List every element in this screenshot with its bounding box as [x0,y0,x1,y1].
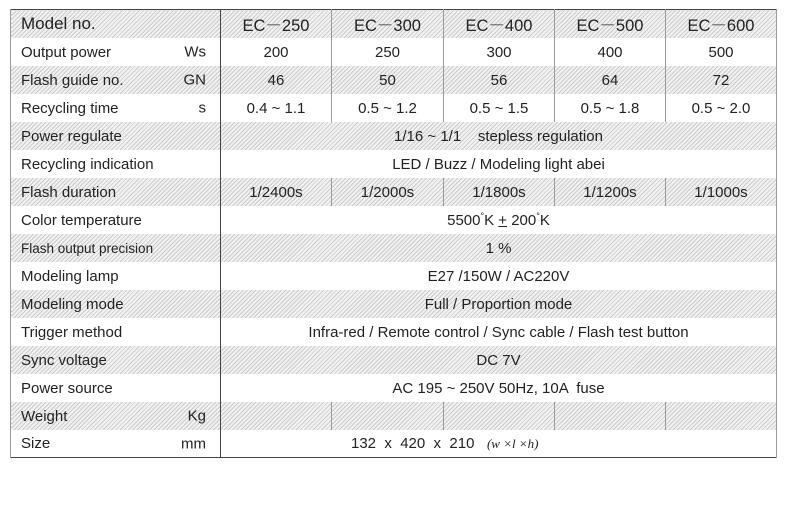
row-sync-voltage [11,346,777,374]
weight-value [332,402,444,430]
weight-value [221,402,332,430]
output-power-value: 300 [444,38,555,66]
row-guide-no [11,66,777,94]
guide-no-value: 46 [221,66,332,94]
color-temperature-label: Color temperature [11,206,221,234]
row-color-temperature [11,206,777,234]
recycling-time-value: 0.5 ~ 2.0 [666,94,777,122]
recycling-indication-value: LED / Buzz / Modeling light abei [221,150,777,178]
output-power-value: 400 [555,38,666,66]
guide-no-label: Flash guide no. GN [11,66,221,94]
modeling-lamp-value: E27 /150W / AC220V [221,262,777,290]
modeling-lamp-label: Modeling lamp [11,262,221,290]
power-source-label: Power source [11,374,221,402]
output-power-value: 200 [221,38,332,66]
flash-duration-value: 1/1000s [666,178,777,206]
sync-voltage-value: DC 7V [221,346,777,374]
model-ec-300: EC－300 [332,10,444,39]
row-power-source [11,374,777,402]
modeling-mode-label: Modeling mode [11,290,221,318]
output-power-value: 250 [332,38,444,66]
flash-output-precision-label: Flash output precision [11,234,221,262]
flash-duration-label: Flash duration [11,178,221,206]
sync-voltage-label: Sync voltage [11,346,221,374]
power-regulate-label: Power regulate [11,122,221,150]
flash-duration-value: 1/1200s [555,178,666,206]
guide-no-unit: GN [183,71,206,89]
trigger-method-label: Trigger method [11,318,221,346]
row-recycling-time [11,94,777,122]
model-no-label: Model no. [11,10,221,39]
guide-no-value: 72 [666,66,777,94]
modeling-mode-value: Full / Proportion mode [221,290,777,318]
recycling-time-value: 0.5 ~ 1.8 [555,94,666,122]
row-modeling-mode [11,290,777,318]
spec-table [10,9,777,458]
recycling-time-label: Recycling time s [11,94,221,122]
recycling-indication-label: Recycling indication [11,150,221,178]
weight-value [666,402,777,430]
output-power-label: Output power Ws [11,38,221,66]
recycling-time-value: 0.5 ~ 1.2 [332,94,444,122]
guide-no-value: 50 [332,66,444,94]
output-power-unit: Ws [184,43,206,61]
flash-duration-value: 1/2400s [221,178,332,206]
row-model-no [11,10,777,39]
row-trigger-method [11,318,777,346]
weight-value [555,402,666,430]
model-ec-600: EC－600 [666,10,777,39]
row-modeling-lamp [11,262,777,290]
flash-output-precision-value: 1 % [221,234,777,262]
size-value: 132 x 420 x 210 (w ×l ×h) [221,430,777,458]
model-ec-500: EC－500 [555,10,666,39]
recycling-time-value: 0.4 ~ 1.1 [221,94,332,122]
recycling-time-unit: s [198,99,206,117]
model-ec-400: EC－400 [444,10,555,39]
row-power-regulate [11,122,777,150]
power-regulate-value: 1/16 ~ 1/1 stepless regulation [221,122,777,150]
weight-label: Weight Kg [11,402,221,430]
power-source-value: AC 195 ~ 250V 50Hz, 10A fuse [221,374,777,402]
trigger-method-value: Infra-red / Remote control / Sync cable / Flash test button [221,318,777,346]
size-label: Size mm [11,430,221,458]
model-ec-250: EC－250 [221,10,332,39]
row-flash-output-precision [11,234,777,262]
output-power-value: 500 [666,38,777,66]
weight-unit: Kg [187,407,206,425]
row-flash-duration [11,178,777,206]
row-output-power [11,38,777,66]
size-unit: mm [181,435,206,452]
recycling-time-value: 0.5 ~ 1.5 [444,94,555,122]
weight-value [444,402,555,430]
flash-duration-value: 1/2000s [332,178,444,206]
row-weight [11,402,777,430]
row-recycling-indication [11,150,777,178]
flash-duration-value: 1/1800s [444,178,555,206]
guide-no-value: 56 [444,66,555,94]
row-size [11,430,777,458]
guide-no-value: 64 [555,66,666,94]
size-dims-note: (w ×l ×h) [486,436,539,451]
color-temperature-value: 5500°K + 200°K [221,206,777,234]
